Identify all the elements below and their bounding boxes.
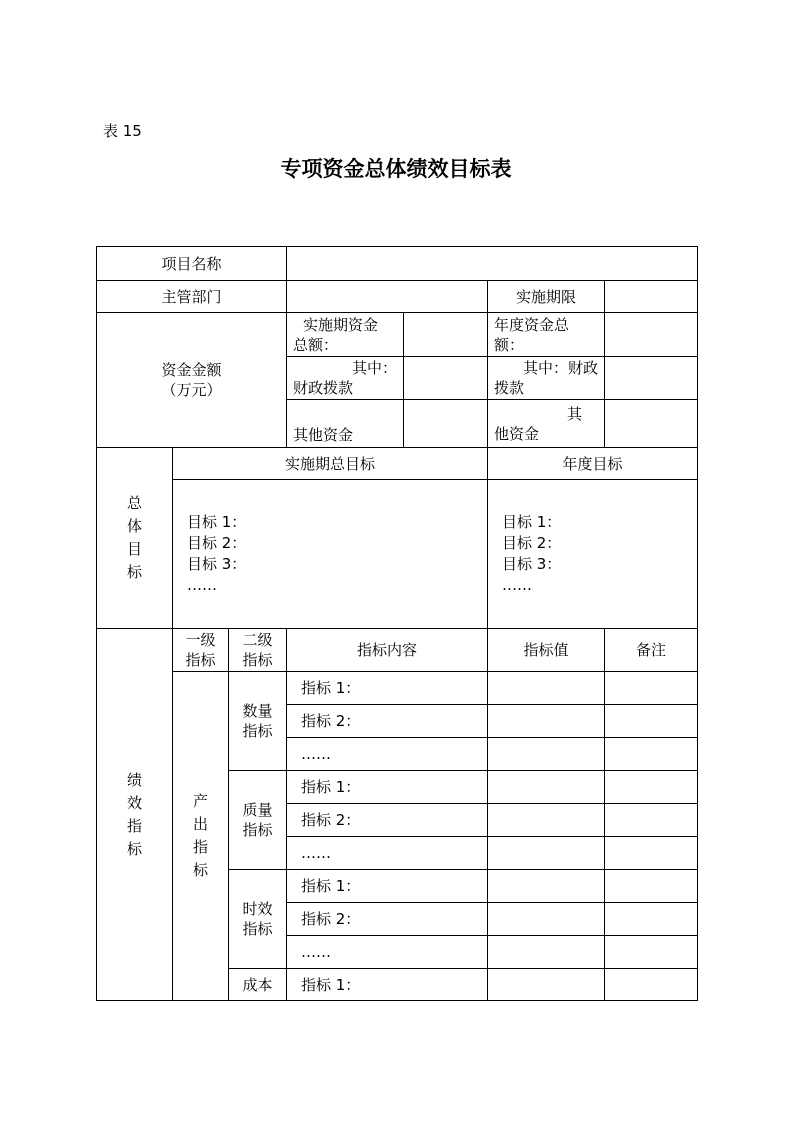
remark-cell[interactable] xyxy=(605,804,698,837)
timeliness-indicator-label xyxy=(229,870,287,969)
annual-goal-content[interactable] xyxy=(488,480,698,629)
period-total-line2: 总额： xyxy=(293,335,339,354)
indicator-value-cell[interactable] xyxy=(488,738,605,771)
table-row xyxy=(97,480,698,629)
period-fiscal-line1: 其中： xyxy=(351,359,397,377)
indicator-value-cell[interactable] xyxy=(488,903,605,936)
perf-char: 标 xyxy=(126,839,142,858)
level1-header-line1: 一级 xyxy=(185,631,216,649)
quality-line1: 质量 xyxy=(242,801,273,819)
indicator-value-cell[interactable] xyxy=(488,771,605,804)
quality-line2: 指标 xyxy=(242,821,273,839)
quantity-indicator-label xyxy=(229,672,287,771)
annual-other-line1: 其 xyxy=(566,404,582,423)
remark-cell[interactable] xyxy=(605,738,698,771)
goal-item: 目标 2： xyxy=(187,534,247,552)
indicator-value-header: 指标值 xyxy=(488,629,605,672)
indicator-value-cell[interactable] xyxy=(488,705,605,738)
remark-cell[interactable] xyxy=(605,837,698,870)
remark-cell[interactable] xyxy=(605,870,698,903)
remark-cell[interactable] xyxy=(605,936,698,969)
funds-amount-text: 资金金额 xyxy=(161,361,222,379)
indicator-cell[interactable]: 指标 1： xyxy=(287,771,488,804)
annual-total-label xyxy=(488,313,605,357)
indicator-value-cell[interactable] xyxy=(488,804,605,837)
period-other-label: 其他资金 xyxy=(287,400,404,448)
page-title: 专项资金总体绩效目标表 xyxy=(280,156,512,181)
annual-other-label xyxy=(488,400,605,448)
level2-header-line2: 指标 xyxy=(242,651,273,669)
department-value[interactable] xyxy=(287,281,488,313)
period-fiscal-value[interactable] xyxy=(404,357,488,400)
output-char: 出 xyxy=(192,815,208,833)
project-name-value[interactable] xyxy=(287,247,698,281)
goal-item: 目标 1： xyxy=(187,513,247,531)
indicator-cell[interactable]: …… xyxy=(287,738,488,771)
output-char: 产 xyxy=(192,792,208,810)
goal-item: …… xyxy=(502,576,532,594)
indicator-value-cell[interactable] xyxy=(488,870,605,903)
period-fiscal-line2: 财政拨款 xyxy=(293,379,354,397)
table-row xyxy=(97,247,698,281)
table-number-label: 表 15 xyxy=(103,122,142,140)
period-goal-header: 实施期总目标 xyxy=(173,448,488,480)
level2-header-line1: 二级 xyxy=(242,631,273,649)
indicator-cell[interactable]: 指标 1： xyxy=(287,672,488,705)
table-row xyxy=(97,313,698,357)
perf-char: 效 xyxy=(126,793,142,812)
table-row xyxy=(97,629,698,672)
perf-char: 绩 xyxy=(126,770,142,789)
goal-item: …… xyxy=(187,576,217,594)
funds-amount-label xyxy=(97,313,287,448)
overall-goal-char: 目 xyxy=(126,540,142,558)
project-name-label: 项目名称 xyxy=(97,247,287,281)
indicator-content-header: 指标内容 xyxy=(287,629,488,672)
output-char: 标 xyxy=(192,861,208,879)
table-row xyxy=(97,448,698,480)
table-row xyxy=(97,672,698,705)
level1-header-line2: 指标 xyxy=(185,651,216,669)
goal-item: 目标 2： xyxy=(502,534,562,552)
indicator-value-cell[interactable] xyxy=(488,969,605,1001)
period-value[interactable] xyxy=(605,281,698,313)
level1-header xyxy=(173,629,229,672)
annual-fiscal-label xyxy=(488,357,605,400)
indicator-cell[interactable]: …… xyxy=(287,936,488,969)
indicator-cell[interactable]: 指标 2： xyxy=(287,903,488,936)
annual-total-line2: 额： xyxy=(494,335,525,354)
annual-total-value[interactable] xyxy=(605,313,698,357)
timeliness-line2: 指标 xyxy=(242,920,273,938)
goal-item: 目标 1： xyxy=(502,513,562,531)
indicator-cell[interactable]: 指标 2： xyxy=(287,705,488,738)
indicator-cell[interactable]: 指标 1： xyxy=(287,870,488,903)
period-total-label xyxy=(287,313,404,357)
annual-other-line2: 他资金 xyxy=(494,424,540,443)
perf-char: 指 xyxy=(126,816,142,835)
output-indicator-label xyxy=(173,672,229,1001)
period-goal-content[interactable] xyxy=(173,480,488,629)
remark-cell[interactable] xyxy=(605,903,698,936)
indicator-cell[interactable]: 指标 1： xyxy=(287,969,488,1001)
indicator-value-cell[interactable] xyxy=(488,837,605,870)
timeliness-line1: 时效 xyxy=(242,900,273,918)
quantity-line1: 数量 xyxy=(242,702,273,720)
indicator-value-cell[interactable] xyxy=(488,672,605,705)
overall-goal-label xyxy=(97,448,173,629)
period-fiscal-label xyxy=(287,357,404,400)
goal-item: 目标 3： xyxy=(502,555,562,573)
funds-unit-text: （万元） xyxy=(161,381,222,399)
overall-goal-char: 总 xyxy=(126,494,142,512)
remark-cell[interactable] xyxy=(605,771,698,804)
remark-cell[interactable] xyxy=(605,969,698,1001)
remark-header: 备注 xyxy=(605,629,698,672)
cost-indicator-label: 成本 xyxy=(229,969,287,1001)
indicator-value-cell[interactable] xyxy=(488,936,605,969)
annual-other-value[interactable] xyxy=(605,400,698,448)
goal-item: 目标 3： xyxy=(187,555,247,573)
annual-fiscal-line2: 拨款 xyxy=(494,379,525,397)
annual-total-line1: 年度资金总 xyxy=(494,315,570,334)
period-total-value[interactable] xyxy=(404,313,488,357)
department-label: 主管部门 xyxy=(97,281,287,313)
quality-indicator-label xyxy=(229,771,287,870)
overall-goal-char: 体 xyxy=(126,517,142,535)
remark-cell[interactable] xyxy=(605,705,698,738)
overall-goal-char: 标 xyxy=(126,563,142,581)
annual-goal-header: 年度目标 xyxy=(488,448,698,480)
period-other-value[interactable] xyxy=(404,400,488,448)
period-total-line1: 实施期资金 xyxy=(303,315,379,334)
quantity-line2: 指标 xyxy=(242,722,273,740)
output-char: 指 xyxy=(192,838,208,856)
annual-fiscal-value[interactable] xyxy=(605,357,698,400)
performance-indicator-label xyxy=(97,629,173,1001)
indicator-cell[interactable]: 指标 2： xyxy=(287,804,488,837)
level2-header xyxy=(229,629,287,672)
remark-cell[interactable] xyxy=(605,672,698,705)
period-label: 实施期限 xyxy=(488,281,605,313)
indicator-cell[interactable]: …… xyxy=(287,837,488,870)
performance-goal-table xyxy=(96,246,698,1001)
annual-fiscal-line1: 其中：财政 xyxy=(522,359,598,377)
table-row xyxy=(97,281,698,313)
